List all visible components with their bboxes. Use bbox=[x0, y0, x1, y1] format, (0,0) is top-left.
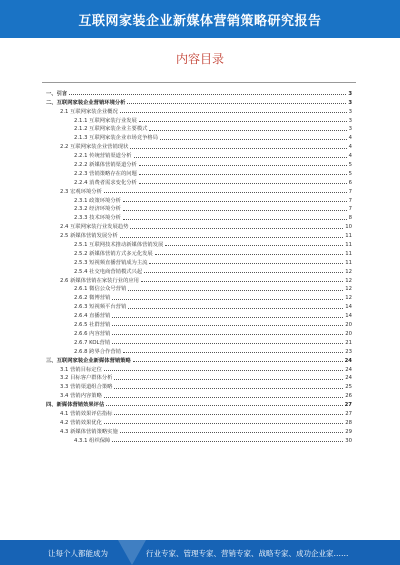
toc-entry[interactable] bbox=[46, 364, 352, 373]
toc-leader-dots bbox=[141, 280, 343, 282]
toc-entry-text: 2.1.1 互联网家装行业发展 bbox=[74, 117, 137, 124]
toc-entry[interactable] bbox=[46, 417, 352, 426]
toc-entry[interactable] bbox=[46, 132, 352, 141]
toc-entry-text: 4.3 新媒体营销策略实施 bbox=[60, 428, 118, 435]
toc-entry-page: 27 bbox=[344, 402, 352, 409]
toc-leader-dots bbox=[123, 200, 347, 202]
toc-leader-dots bbox=[114, 413, 343, 415]
toc-leader-dots bbox=[112, 440, 343, 442]
toc-entry[interactable] bbox=[46, 124, 352, 133]
toc-entry-page: 12 bbox=[345, 268, 352, 275]
toc-entry-text: 2.6.3 短视频平台营销 bbox=[74, 304, 127, 311]
toc-entry-page: 11 bbox=[345, 250, 352, 257]
toc-leader-dots bbox=[123, 218, 347, 220]
toc-entry[interactable] bbox=[46, 284, 352, 293]
toc-leader-dots bbox=[112, 333, 343, 335]
footer-slogan-right: 行业专家、管理专家、营销专家、战略专家、成功企业家…… bbox=[146, 549, 349, 558]
toc-entry-text: 4.3.1 组织保障 bbox=[74, 437, 111, 444]
toc-entry[interactable] bbox=[46, 204, 352, 213]
toc-entry-text: 2.3 宏观环境分析 bbox=[60, 188, 102, 195]
toc-entry-text: 2.1.3 互联网家装企业市场竞争格局 bbox=[74, 135, 159, 142]
toc-leader-dots bbox=[144, 271, 343, 273]
toc-entry-text: 二、互联网家装企业营销环境分析 bbox=[46, 99, 126, 106]
toc-entry[interactable] bbox=[46, 97, 352, 106]
toc-entry-page: 3 bbox=[348, 108, 352, 115]
toc-entry-page: 20 bbox=[345, 330, 352, 337]
page-header-bar bbox=[0, 0, 400, 38]
toc-entry-page: 11 bbox=[345, 259, 352, 266]
toc-entry[interactable] bbox=[46, 399, 352, 408]
toc-entry-page: 7 bbox=[348, 188, 352, 195]
toc-leader-dots bbox=[104, 191, 347, 193]
toc-leader-dots bbox=[127, 102, 346, 104]
toc-entry-page: 8 bbox=[348, 215, 352, 222]
toc-entry-page: 6 bbox=[348, 179, 352, 186]
toc-entry-page: 23 bbox=[345, 348, 352, 355]
toc-entry[interactable] bbox=[46, 426, 352, 435]
toc-entry-page: 28 bbox=[345, 419, 352, 426]
toc-entry-page: 5 bbox=[348, 162, 352, 169]
document-title: 互联网家装企业新媒体营销策略研究报告 bbox=[78, 14, 322, 29]
toc-entry-text: 四、新媒体营销效果评估 bbox=[46, 402, 105, 409]
toc-entry[interactable] bbox=[46, 257, 352, 266]
toc-entry[interactable] bbox=[46, 381, 352, 390]
toc-entry[interactable] bbox=[46, 248, 352, 257]
toc-leader-dots bbox=[149, 262, 343, 264]
toc-entry-text: 2.6.2 微博营销 bbox=[74, 295, 111, 302]
toc-entry-text: 2.3.1 政策环境分析 bbox=[74, 197, 121, 204]
toc-entry[interactable] bbox=[46, 239, 352, 248]
toc-entry-text: 3.1 营销目标定位 bbox=[60, 366, 102, 373]
toc-entry-text: 2.6.1 微信公众号营销 bbox=[74, 286, 127, 293]
toc-entry[interactable] bbox=[46, 266, 352, 275]
toc-leader-dots bbox=[130, 147, 346, 149]
toc-entry-text: 4.2 营销效果优化 bbox=[60, 419, 102, 426]
toc-entry-text: 2.2.3 营销策略存在的问题 bbox=[74, 170, 137, 177]
toc-entry-page: 3 bbox=[348, 126, 352, 133]
toc-entry-text: 3.2 目标客户群体分析 bbox=[60, 375, 113, 382]
toc-entry[interactable] bbox=[46, 230, 352, 239]
toc-entry[interactable] bbox=[46, 355, 352, 364]
toc-leader-dots bbox=[120, 111, 347, 113]
toc-entry-text: 2.6.4 直播营销 bbox=[74, 313, 111, 320]
toc-entry-text: 3.4 营销内容策略 bbox=[60, 393, 102, 400]
toc-leader-dots bbox=[104, 369, 343, 371]
toc-entry-page: 14 bbox=[345, 304, 352, 311]
toc-entry-page: 29 bbox=[345, 428, 352, 435]
toc-entry-page: 27 bbox=[345, 410, 352, 417]
toc-leader-dots bbox=[104, 396, 343, 398]
toc-entry[interactable] bbox=[46, 408, 352, 417]
toc-entry-page: 11 bbox=[345, 242, 352, 249]
toc-entry-text: 2.3.3 技术环境分析 bbox=[74, 215, 121, 222]
toc-leader-dots bbox=[120, 236, 343, 238]
toc-leader-dots bbox=[69, 93, 346, 95]
toc-entry[interactable] bbox=[46, 159, 352, 168]
toc-leader-dots bbox=[112, 298, 343, 300]
toc-leader-dots bbox=[112, 324, 343, 326]
toc-entry-page: 5 bbox=[348, 170, 352, 177]
toc-entry-text: 三、互联网家装企业新媒体营销策略 bbox=[46, 357, 131, 364]
toc-entry-page: 12 bbox=[345, 295, 352, 302]
table-of-contents bbox=[46, 88, 352, 444]
toc-entry[interactable] bbox=[46, 337, 352, 346]
toc-entry[interactable] bbox=[46, 328, 352, 337]
toc-leader-dots bbox=[123, 209, 347, 211]
toc-leader-dots bbox=[139, 164, 347, 166]
toc-entry-page: 12 bbox=[345, 277, 352, 284]
toc-entry-page: 20 bbox=[345, 322, 352, 329]
toc-leader-dots bbox=[139, 182, 347, 184]
toc-entry-text: 2.5.1 互联网技术推动新媒体营销发展 bbox=[74, 242, 164, 249]
toc-entry[interactable] bbox=[46, 168, 352, 177]
toc-leader-dots bbox=[123, 351, 343, 353]
page-footer-bar bbox=[0, 540, 400, 565]
toc-leader-dots bbox=[104, 422, 343, 424]
toc-leader-dots bbox=[114, 387, 343, 389]
toc-entry[interactable] bbox=[46, 141, 352, 150]
toc-entry[interactable] bbox=[46, 106, 352, 115]
toc-entry[interactable] bbox=[46, 212, 352, 221]
toc-entry[interactable] bbox=[46, 292, 352, 301]
toc-heading: 内容目录 bbox=[175, 52, 224, 66]
toc-entry-page: 14 bbox=[345, 313, 352, 320]
toc-entry-page: 3 bbox=[348, 99, 352, 106]
toc-entry-text: 2.6.7 KOL营销 bbox=[74, 339, 111, 346]
toc-leader-dots bbox=[128, 307, 343, 309]
toc-entry-page: 30 bbox=[345, 437, 352, 444]
toc-entry-text: 4.1 营销效果评估指标 bbox=[60, 410, 113, 417]
toc-entry[interactable] bbox=[46, 150, 352, 159]
toc-entry-text: 2.6.8 跨界合作营销 bbox=[74, 348, 121, 355]
toc-entry-page: 4 bbox=[348, 144, 352, 151]
toc-entry-page: 26 bbox=[345, 393, 352, 400]
toc-entry[interactable] bbox=[46, 186, 352, 195]
toc-entry[interactable] bbox=[46, 88, 352, 97]
toc-leader-dots bbox=[155, 253, 344, 255]
toc-leader-dots bbox=[149, 129, 346, 131]
toc-entry-text: 2.6.5 社群营销 bbox=[74, 322, 111, 329]
toc-entry-text: 2.2.2 新媒体营销渠道分析 bbox=[74, 162, 137, 169]
toc-entry-page: 10 bbox=[345, 224, 352, 231]
toc-entry-text: 2.4 互联网家装行业发展趋势 bbox=[60, 224, 129, 231]
toc-entry-text: 2.6.6 内容营销 bbox=[74, 330, 111, 337]
toc-leader-dots bbox=[133, 360, 343, 362]
toc-leader-dots bbox=[112, 316, 343, 318]
toc-leader-dots bbox=[165, 244, 343, 246]
toc-leader-dots bbox=[114, 378, 343, 380]
toc-entry[interactable] bbox=[46, 346, 352, 355]
toc-entry[interactable] bbox=[46, 319, 352, 328]
toc-leader-dots bbox=[128, 289, 343, 291]
toc-divider bbox=[42, 82, 356, 83]
toc-leader-dots bbox=[139, 120, 347, 122]
toc-entry-text: 2.5.4 社交电商营销模式兴起 bbox=[74, 268, 143, 275]
toc-entry[interactable] bbox=[46, 221, 352, 230]
toc-leader-dots bbox=[160, 138, 347, 140]
toc-entry-page: 11 bbox=[345, 233, 352, 240]
toc-entry[interactable] bbox=[46, 373, 352, 382]
toc-entry-text: 2.3.2 经济环境分析 bbox=[74, 206, 121, 213]
toc-entry-page: 21 bbox=[345, 339, 352, 346]
toc-entry-text: 2.2 互联网家装企业营销现状 bbox=[60, 144, 129, 151]
toc-entry[interactable] bbox=[46, 177, 352, 186]
toc-leader-dots bbox=[139, 173, 347, 175]
toc-entry-text: 3.3 营销渠道组合策略 bbox=[60, 384, 113, 391]
toc-entry-page: 7 bbox=[348, 206, 352, 213]
toc-leader-dots bbox=[130, 227, 343, 229]
toc-entry-page: 24 bbox=[344, 357, 352, 364]
toc-entry-page: 24 bbox=[345, 366, 352, 373]
toc-entry-text: 2.5 新媒体营销发展分析 bbox=[60, 233, 118, 240]
toc-entry-text: 2.2.1 传统营销渠道分析 bbox=[74, 153, 132, 160]
toc-entry[interactable] bbox=[46, 195, 352, 204]
footer-slogan-left: 让每个人都能成为 bbox=[48, 549, 108, 558]
toc-entry-page: 12 bbox=[345, 286, 352, 293]
toc-entry[interactable] bbox=[46, 310, 352, 319]
toc-entry-page: 25 bbox=[345, 384, 352, 391]
toc-entry[interactable] bbox=[46, 435, 352, 444]
toc-entry-text: 2.1 互联网家装企业概况 bbox=[60, 108, 118, 115]
toc-entry-text: 2.1.2 互联网家装企业主要模式 bbox=[74, 126, 148, 133]
toc-leader-dots bbox=[120, 431, 343, 433]
toc-entry-page: 4 bbox=[348, 135, 352, 142]
toc-leader-dots bbox=[106, 404, 342, 406]
toc-entry-text: 2.5.2 新媒体营销方式多元化发展 bbox=[74, 250, 153, 257]
toc-entry-page: 7 bbox=[348, 197, 352, 204]
toc-entry-page: 3 bbox=[348, 117, 352, 124]
toc-leader-dots bbox=[112, 342, 343, 344]
toc-entry-page: 4 bbox=[348, 153, 352, 160]
toc-entry[interactable] bbox=[46, 115, 352, 124]
toc-entry-text: 2.2.4 消费者需求变化分析 bbox=[74, 179, 137, 186]
toc-entry[interactable] bbox=[46, 275, 352, 284]
toc-entry-text: 2.5.3 短视频直播营销成为主流 bbox=[74, 259, 148, 266]
toc-leader-dots bbox=[134, 156, 347, 158]
toc-entry[interactable] bbox=[46, 301, 352, 310]
toc-entry-page: 3 bbox=[348, 90, 352, 97]
toc-entry-text: 2.6 新媒体营销在家装行业的应用 bbox=[60, 277, 139, 284]
toc-entry-text: 一、引言 bbox=[46, 90, 68, 97]
footer-decoration bbox=[118, 540, 146, 565]
toc-entry-page: 24 bbox=[345, 375, 352, 382]
toc-entry[interactable] bbox=[46, 390, 352, 399]
